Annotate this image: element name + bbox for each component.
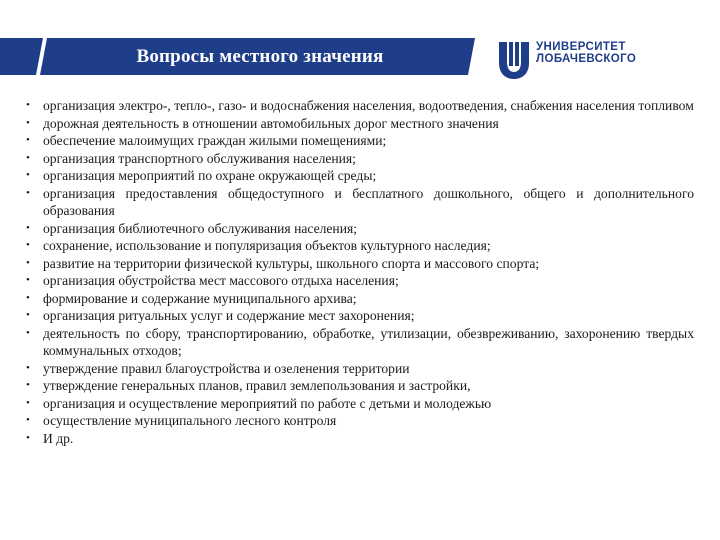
list-item (26, 185, 694, 220)
bullet: • (26, 326, 30, 339)
list-item-text: утверждение правил благоустройства и озеленения территории (43, 360, 410, 376)
list-item (26, 132, 694, 150)
list-item (26, 255, 694, 273)
bullet: • (26, 186, 30, 199)
list-item-text: организация и осуществление мероприятий по работе с детьми и молодежью (43, 395, 492, 411)
bullet: • (26, 431, 30, 444)
list-item-text: организация мероприятий по охране окружающей среды; (43, 168, 377, 183)
list-item (26, 115, 694, 133)
bullet: • (26, 291, 30, 304)
university-logo (496, 38, 696, 82)
list-item-text: организация электро-, тепло-, газо- и водоснабжения населения, водоотведения, снабжения населения топливом (43, 98, 694, 113)
list-item-text: утверждение генеральных планов, правил землепользования и застройки, (43, 378, 471, 393)
list-item-text: осуществление муниципального лесного контроля (43, 413, 337, 428)
bullet: • (26, 379, 30, 391)
bullet: • (26, 256, 30, 269)
header-bar (0, 38, 475, 75)
list-item-text: организация транспортного обслуживания населения; (43, 150, 356, 166)
list-item-text: дорожная деятельность в отношении автомобильных дорог местного значения (43, 115, 499, 131)
bullet: • (26, 169, 30, 181)
list-item-text: обеспечение малоимущих граждан жилыми помещениями; (43, 133, 387, 148)
bullet: • (26, 134, 30, 146)
bullet: • (26, 99, 30, 111)
slide-title: Вопросы местного значения (136, 45, 384, 67)
bullet: • (26, 361, 30, 374)
logo-name (536, 41, 636, 65)
unn-logo-icon (496, 38, 532, 80)
list-item-text: организация ритуальных услуг и содержание мест захоронения; (43, 308, 415, 323)
list-item (26, 97, 694, 115)
list-item-text: организация обустройства мест массового отдыха населения; (43, 273, 399, 288)
bullet: • (26, 274, 30, 286)
list-item (26, 237, 694, 255)
list-item (26, 167, 694, 185)
list-item-text: формирование и содержание муниципального архива; (43, 290, 357, 306)
bullet: • (26, 151, 30, 164)
list-item (26, 220, 694, 238)
list-item (26, 412, 694, 430)
logo-name-line2: ЛОБАЧЕВСКОГО (536, 53, 637, 65)
logo-name-line1: УНИВЕРСИТЕТ (536, 41, 626, 53)
list-item (26, 395, 694, 413)
bullet: • (26, 239, 30, 251)
bullet: • (26, 116, 30, 129)
list-item (26, 307, 694, 325)
list-item (26, 325, 694, 360)
list-item-text: организация библиотечного обслуживания населения; (43, 220, 358, 236)
list-item (26, 377, 694, 395)
list-item-text: организация предоставления общедоступного и бесплатного дошкольного, общего и дополнительного образования (43, 185, 694, 218)
list-item (26, 272, 694, 290)
bullet: • (26, 414, 30, 426)
bullet: • (26, 221, 30, 234)
list-item (26, 430, 694, 448)
bullet: • (26, 309, 30, 321)
list-item (26, 360, 694, 378)
list-item-text: деятельность по сбору, транспортированию, обработке, утилизации, обезвреживанию, захоронению твердых коммунальных отходов; (43, 325, 694, 358)
list-item-text: И др. (43, 430, 74, 446)
list-item (26, 150, 694, 168)
list-item (26, 290, 694, 308)
list-item-text: развитие на территории физической культуры, школьного спорта и массового спорта; (43, 255, 540, 271)
bullet: • (26, 396, 30, 409)
list-item-text: сохранение, использование и популяризация объектов культурного наследия; (43, 238, 491, 253)
local-issues-list (26, 97, 694, 447)
